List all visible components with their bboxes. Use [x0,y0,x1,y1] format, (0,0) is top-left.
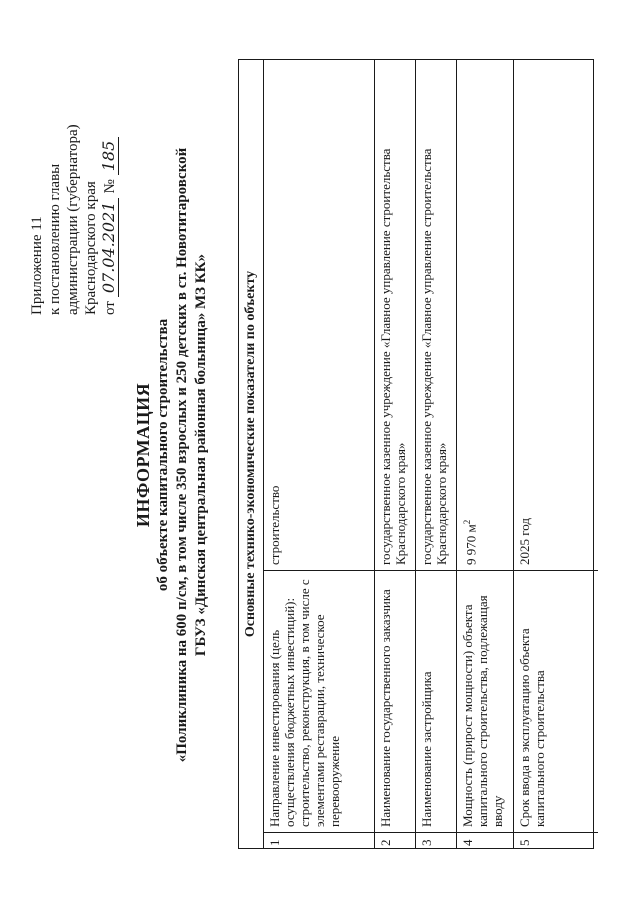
appendix-date-line [100,55,119,315]
table-row [514,60,598,848]
title-line: «Поликлиника на 600 п/см, в том числе 350 взрослых и 250 детских в ст. Новотитаровской [174,147,190,763]
title-line: об объекте капитального строительства [155,318,171,592]
table-header: Основные технико-экономические показатели по объекту [239,60,264,848]
table-row [416,60,457,848]
row-number: 2 [375,832,415,848]
row-value: государственное казенное учреждение «Главное управление строительства Краснодарского края» [378,148,408,565]
appendix-line: Краснодарского края [83,181,99,315]
handwritten-number: 185 [100,137,119,176]
row-value: строительство [267,485,282,565]
row-number: 5 [514,832,598,848]
row-label: Наименование застройщика [416,570,456,832]
appendix-line: администрации (губернатора) [65,124,81,315]
row-label: Направление инвестирования (цель осуществления бюджетных инвестиций): строительство, реконструкция, в том числе с элементами реставрации, техническое перевооружение [264,570,374,832]
row-value: государственное казенное учреждение «Главное управление строительства Краснодарского края» [419,148,449,565]
capacity-value: 9 970 м [463,524,479,565]
row-label: Наименование государственного заказчика [375,570,415,832]
appendix-line: к постановлению главы [47,163,63,315]
row-number: 1 [264,832,374,848]
row-value [457,60,513,570]
title-heading: ИНФОРМАЦИЯ [133,382,153,528]
row-number: 3 [416,832,456,848]
document-page [20,25,620,885]
appendix-line: Приложение 11 [29,216,45,315]
appendix-block [28,55,119,315]
table-row [264,60,375,848]
row-label: Срок ввода в эксплуатацию объекта капитального строительства [514,570,598,832]
row-value: 2025 год [517,518,532,565]
document-title [132,25,211,885]
table-row [457,60,514,848]
row-number: 4 [457,832,513,848]
date-prefix: от [102,301,118,315]
indicators-table [238,59,594,849]
row-label: Мощность (прирост мощности) объекта капитального строительства, подлежащая вводу [457,570,513,832]
table-row [375,60,416,848]
number-prefix: № [102,179,118,194]
unit-exponent: 2 [462,519,472,525]
handwritten-date: 07.04.2021 [100,198,119,298]
title-line: ГБУЗ «Динская центральная районная больница» МЗ КК» [193,253,209,657]
